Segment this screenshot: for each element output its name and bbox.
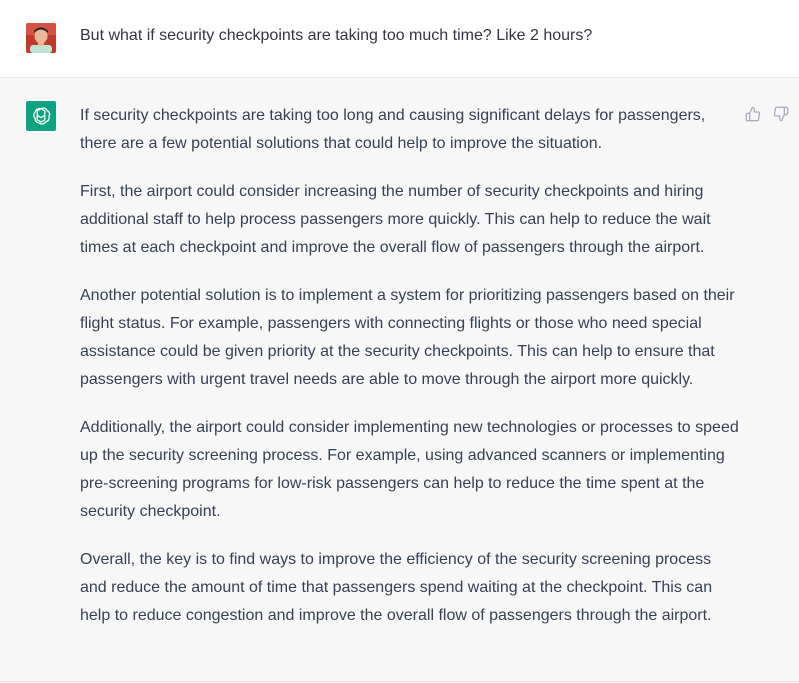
answer-paragraph: Additionally, the airport could consider implementing new technologies or processes to speed up the security screening process. For example, using advanced scanners or implementing pre-screening programs for low-risk passengers can help to reduce the time spent at the security checkpoint.: [80, 419, 739, 520]
assistant-message-row: [0, 78, 799, 682]
user-message-row: [0, 0, 799, 78]
assistant-message-text: [80, 102, 740, 650]
answer-paragraph: If security checkpoints are taking too long and causing significant delays for passengers, there are a few potential solutions that could help to improve the situation.: [80, 107, 706, 152]
answer-paragraph: First, the airport could consider increasing the number of security checkpoints and hiring additional staff to help process passengers more quickly. This can help to reduce the wait times at each checkpoint and improve the overall flow of passengers through the airport.: [80, 183, 711, 256]
thumbs-up-icon[interactable]: [745, 106, 761, 122]
answer-paragraph: Overall, the key is to find ways to improve the efficiency of the security screening process and reduce the amount of time that passengers spend waiting at the checkpoint. This can help to reduce congestion and improve the overall flow of passengers through the airport.: [80, 551, 713, 624]
openai-logo-icon: [26, 101, 56, 131]
answer-paragraph: Another potential solution is to implement a system for prioritizing passengers based on their flight status. For example, passengers with connecting flights or those who need special assistance could be given priority at the security checkpoints. This can help to ensure that passengers with urgent travel needs are able to move through the airport more quickly.: [80, 287, 735, 388]
user-avatar: [26, 23, 56, 53]
thumbs-down-icon[interactable]: [773, 106, 789, 122]
user-message-text: But what if security checkpoints are taking too much time? Like 2 hours?: [80, 27, 593, 44]
